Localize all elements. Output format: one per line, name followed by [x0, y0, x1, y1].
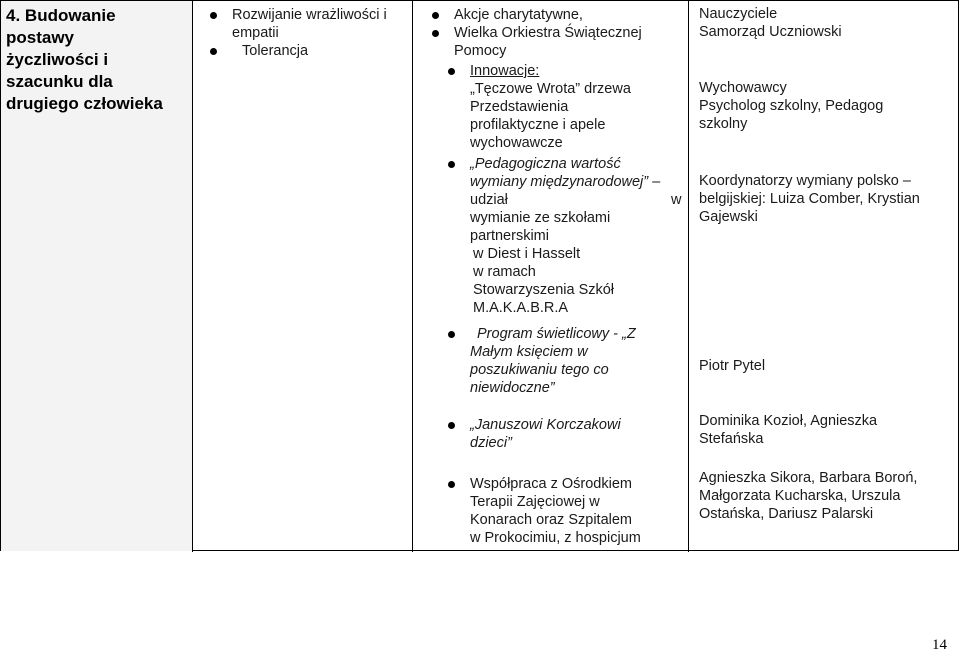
section-number: 4. — [6, 6, 21, 25]
responsible-group — [699, 5, 954, 41]
activity-exchange — [470, 155, 685, 317]
activity-text: „Januszowi Korczakowi — [470, 417, 621, 433]
responsible-group — [699, 357, 954, 375]
goal-item — [232, 6, 407, 42]
goal-text: Tolerancja — [242, 43, 309, 59]
activity-korczak — [470, 416, 690, 452]
activity-text: partnerskimi — [470, 228, 549, 244]
bullet-icon — [432, 30, 439, 37]
activity-charity — [454, 6, 674, 24]
activity-text: w Prokocimiu, z hospicjum — [470, 530, 641, 546]
responsible-text: Samorząd Uczniowski — [699, 24, 842, 40]
innovations-label: Innowacje: — [470, 63, 540, 79]
page-number: 14 — [932, 637, 947, 653]
section-title-line: postawy — [6, 28, 75, 47]
bullet-icon — [448, 161, 455, 168]
responsible-text: szkolny — [699, 116, 748, 132]
responsible-text: belgijskiej: Luiza Comber, Krystian — [699, 191, 920, 207]
activity-text: wymiany międzynarodowej” – — [470, 174, 661, 190]
responsible-text: Agnieszka Sikora, Barbara Boroń, — [699, 470, 918, 486]
column-divider-2 — [412, 1, 413, 552]
activity-text: w Diest i Hasselt — [473, 246, 581, 262]
activity-text: Terapii Zajęciowej w — [470, 494, 600, 510]
responsible-group — [699, 412, 954, 448]
activity-text: Konarach oraz Szpitalem — [470, 512, 632, 528]
activity-text: wymianie ze szkołami — [470, 210, 611, 226]
activity-text: wychowawcze — [470, 135, 563, 151]
bullet-icon — [448, 68, 455, 75]
activity-text: profilaktyczne i apele — [470, 117, 606, 133]
activity-text: Akcje charytatywne, — [454, 7, 583, 23]
goal-text: Rozwijanie wrażliwości i empatii — [232, 7, 387, 41]
activity-text: Program świetlicowy - „Z — [477, 326, 636, 342]
activity-text: w — [671, 192, 682, 208]
activity-program — [470, 325, 690, 397]
section-title-line: Budowanie — [24, 6, 116, 25]
activity-cooperation — [470, 475, 690, 547]
activity-text: Współpraca z Ośrodkiem — [470, 476, 632, 492]
goals-list — [232, 6, 412, 60]
responsible-group — [699, 469, 954, 523]
goal-item — [232, 42, 412, 60]
responsible-text: Gajewski — [699, 209, 758, 225]
bullet-icon — [432, 12, 439, 19]
section-title-line: drugiego człowieka — [6, 94, 163, 113]
activity-text: „Pedagogiczna wartość — [470, 156, 621, 172]
activity-text: M.A.K.A.B.R.A — [473, 300, 569, 316]
responsible-group — [699, 172, 954, 226]
activity-text: Stowarzyszenia Szkół — [473, 282, 615, 298]
activity-text: poszukiwaniu tego co — [470, 362, 609, 378]
activity-text: Małym księciem w — [470, 344, 588, 360]
activity-text: Wielka Orkiestra Świątecznej Pomocy — [454, 25, 642, 59]
activity-wosp — [454, 24, 674, 60]
section-title-line: życzliwości i — [6, 50, 109, 69]
section-title-line: szacunku dla — [6, 72, 113, 91]
activity-text-row — [470, 191, 685, 209]
bullet-icon — [448, 331, 455, 338]
responsible-text: Dominika Kozioł, Agnieszka — [699, 413, 878, 429]
activity-text: udział — [470, 192, 508, 208]
responsible-text: Nauczyciele — [699, 6, 778, 22]
responsible-text: Ostańska, Dariusz Palarski — [699, 506, 874, 522]
activity-text: „Tęczowe Wrota” drzewa — [470, 81, 631, 97]
activity-innovations — [470, 62, 690, 152]
responsible-text: Stefańska — [699, 431, 764, 447]
responsible-text: Piotr Pytel — [699, 358, 766, 374]
activity-text: dzieci” — [470, 435, 512, 451]
activity-text: w ramach — [473, 264, 536, 280]
responsible-group — [699, 79, 954, 133]
section-title — [6, 5, 188, 115]
responsible-text: Małgorzata Kucharska, Urszula — [699, 488, 901, 504]
bullet-icon — [448, 481, 455, 488]
bullet-icon — [448, 422, 455, 429]
activity-text: niewidoczne” — [470, 380, 555, 396]
responsible-text: Wychowawcy — [699, 80, 787, 96]
bullet-icon — [210, 48, 217, 55]
column-divider-1 — [192, 1, 193, 552]
responsible-text: Koordynatorzy wymiany polsko – — [699, 173, 911, 189]
activity-text: Przedstawienia — [470, 99, 569, 115]
bullet-icon — [210, 12, 217, 19]
responsible-text: Psycholog szkolny, Pedagog — [699, 98, 884, 114]
